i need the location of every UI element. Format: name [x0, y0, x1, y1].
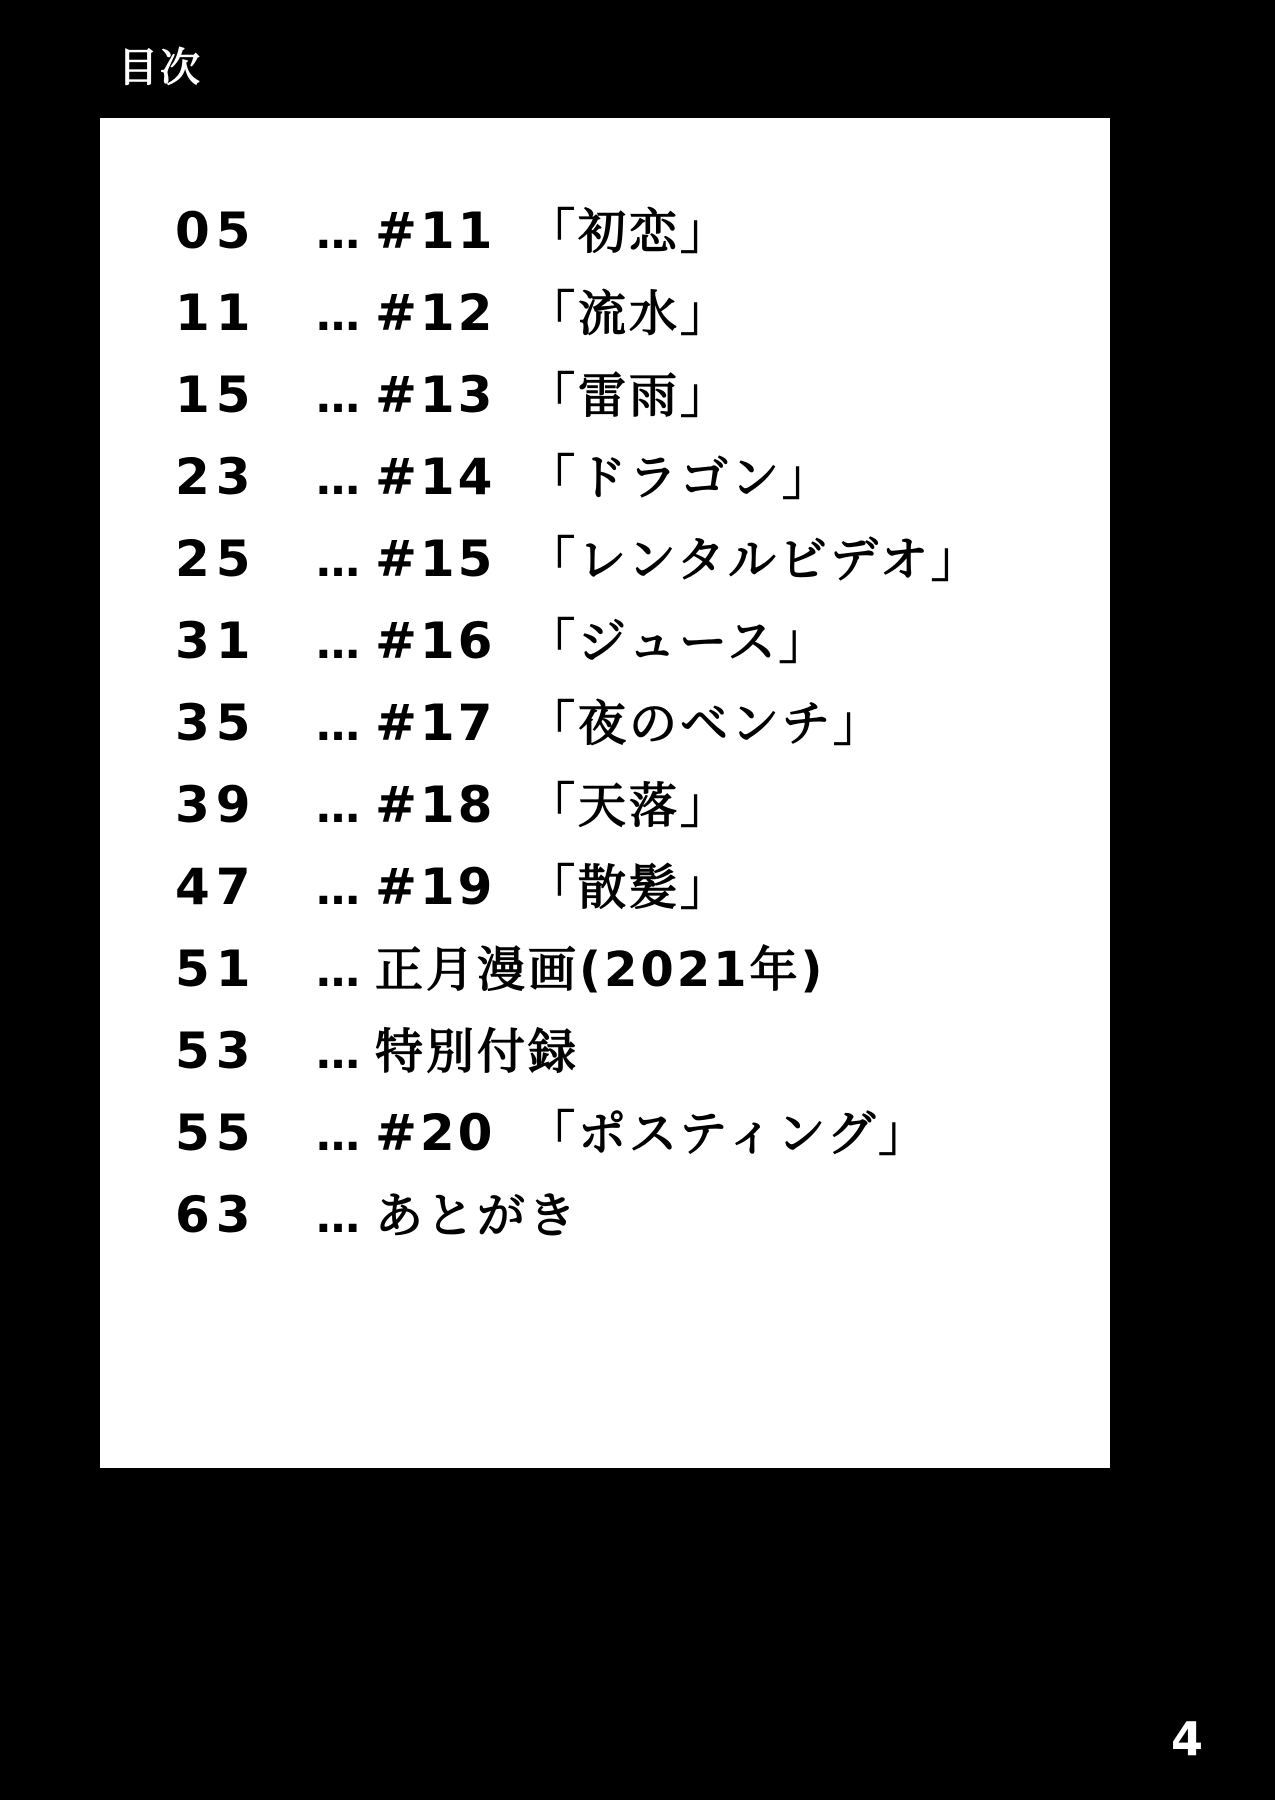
toc-entry-page: 11 [175, 284, 257, 342]
toc-entry-page: 47 [175, 858, 257, 916]
page-number: 4 [1170, 1712, 1203, 1766]
toc-entry-number: #19 [375, 858, 496, 916]
toc-entry-page: 55 [175, 1104, 257, 1162]
toc-entry-title: 「流水」 [527, 286, 732, 342]
toc-entry[interactable] [175, 357, 1090, 439]
toc-entry-page: 31 [175, 612, 257, 670]
toc-entry-separator: … [316, 372, 362, 423]
toc-entry-separator: … [316, 946, 362, 997]
toc-entry-title: 「ドラゴン」 [527, 450, 834, 506]
toc-entry-page: 35 [175, 694, 257, 752]
toc-entry-page: 25 [175, 530, 257, 588]
toc-entry-separator: … [316, 290, 362, 341]
toc-entry-number: #13 [375, 366, 496, 424]
toc-entry[interactable] [175, 275, 1090, 357]
toc-entry-number: #15 [375, 530, 496, 588]
toc-entry[interactable] [175, 193, 1090, 275]
toc-entry[interactable] [175, 439, 1090, 521]
toc-entry-title: あとがき [375, 1188, 580, 1244]
toc-entry-title: 特別付録 [375, 1024, 580, 1080]
toc-entry-number: #18 [375, 776, 496, 834]
toc-entry-number: #14 [375, 448, 496, 506]
toc-paper-panel [100, 118, 1110, 1468]
toc-entry[interactable] [175, 767, 1090, 849]
toc-entry-separator: … [316, 782, 362, 833]
toc-entry-number: #16 [375, 612, 496, 670]
toc-entry[interactable] [175, 1013, 1090, 1095]
toc-entry-page: 51 [175, 940, 257, 998]
toc-entry-title: 「ポスティング」 [527, 1106, 930, 1162]
toc-entry[interactable] [175, 849, 1090, 931]
toc-entry[interactable] [175, 1177, 1090, 1259]
toc-entry-title: 「散髪」 [527, 860, 732, 916]
toc-entry[interactable] [175, 685, 1090, 767]
toc-entry-separator: … [316, 1028, 362, 1079]
toc-entry-separator: … [316, 1110, 362, 1161]
toc-entry-page: 63 [175, 1186, 257, 1244]
toc-entry-separator: … [316, 208, 362, 259]
toc-entry[interactable] [175, 603, 1090, 685]
toc-entry-number: #17 [375, 694, 496, 752]
toc-entry-title: 「夜のベンチ」 [527, 696, 885, 752]
toc-entry[interactable] [175, 931, 1090, 1013]
toc-entry-page: 05 [175, 202, 257, 260]
toc-entry-page: 15 [175, 366, 257, 424]
toc-entry-number: #11 [375, 202, 496, 260]
toc-entry-title: 「天落」 [527, 778, 732, 834]
toc-entry-separator: … [316, 864, 362, 915]
toc-entry-separator: … [316, 454, 362, 505]
toc-entry-page: 39 [175, 776, 257, 834]
toc-entry[interactable] [175, 521, 1090, 603]
toc-entry-number: #20 [375, 1104, 496, 1162]
toc-entry-separator: … [316, 618, 362, 669]
toc-entry-separator: … [316, 1192, 362, 1243]
toc-entry-separator: … [316, 536, 362, 587]
toc-entry-separator: … [316, 700, 362, 751]
toc-entry[interactable] [175, 1095, 1090, 1177]
toc-entry-number: #12 [375, 284, 496, 342]
toc-entry-page: 23 [175, 448, 257, 506]
toc-entry-title: 「雷雨」 [527, 368, 732, 424]
toc-entry-title: 「ジュース」 [527, 614, 830, 670]
page-title: 目次 [118, 45, 202, 91]
toc-entry-title: 「レンタルビデオ」 [527, 532, 982, 588]
toc-list [175, 193, 1090, 1259]
toc-entry-title: 正月漫画(2021年) [375, 942, 826, 998]
toc-entry-page: 53 [175, 1022, 257, 1080]
toc-entry-title: 「初恋」 [527, 204, 732, 260]
